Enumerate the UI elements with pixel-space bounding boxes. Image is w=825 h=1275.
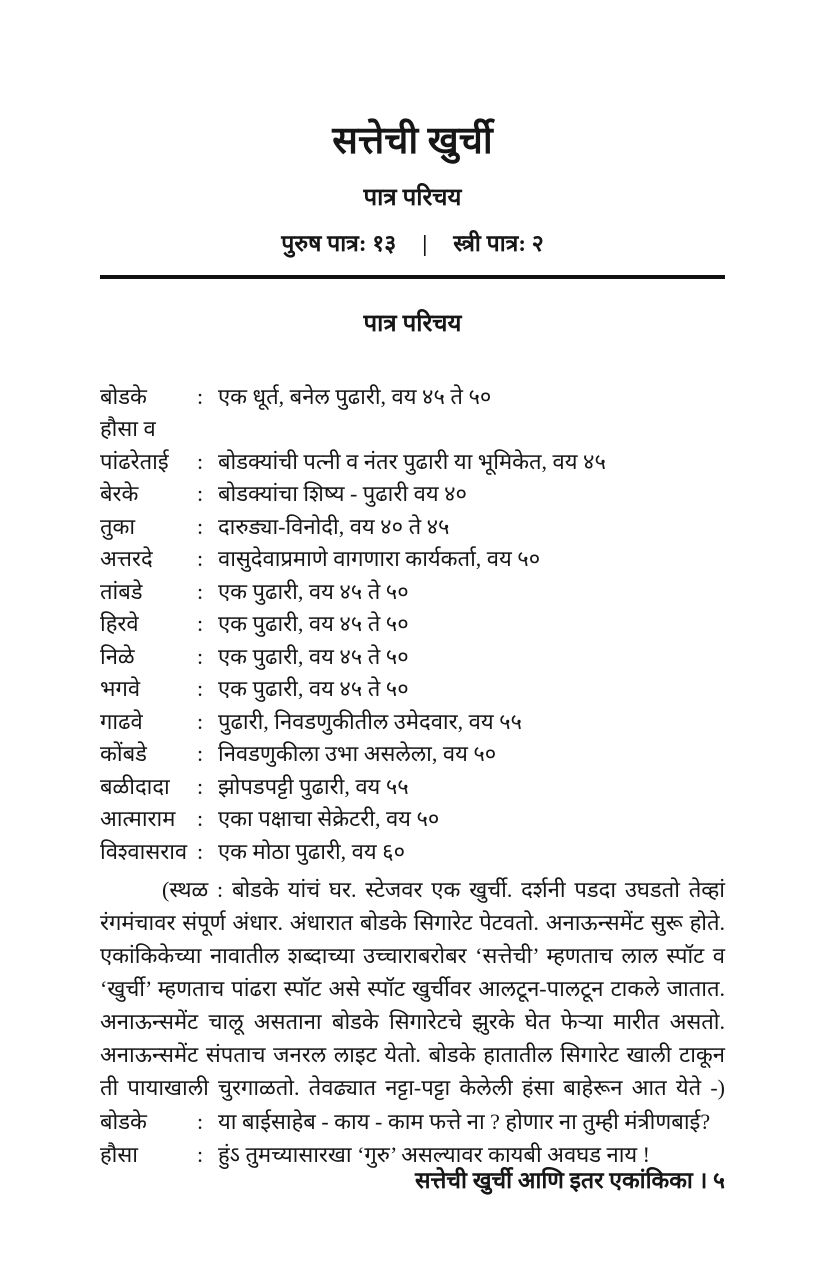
character-description: वासुदेवाप्रमाणे वागणारा कार्यकर्ता, वय ५० (218, 546, 541, 571)
name-colon-separator: : (197, 806, 204, 831)
cast-row (100, 543, 725, 576)
name-colon-separator: : (197, 578, 204, 604)
character-name: बेरके (100, 481, 139, 506)
cast-row (100, 641, 725, 674)
stage-direction-line: अनाऊन्समेंट चालू असताना बोडके सिगारेटचे झुरके घेत फेऱ्या मारीत असतो. (100, 1009, 725, 1034)
cast-row (100, 706, 725, 739)
name-colon-separator: : (197, 513, 204, 539)
character-name: बोडके (100, 383, 147, 409)
character-description: दारुड्या-विनोदी, वय ४० ते ४५ (218, 513, 450, 539)
cast-row (100, 413, 725, 446)
character-name: तांबडे (100, 578, 143, 604)
dialogue-speaker: हौसा (100, 1142, 138, 1167)
cast-list (100, 381, 725, 869)
stage-direction-line: रंगमंचावर संपूर्ण अंधार. अंधारात बोडके सिगारेट पेटवतो. अनाऊन्समेंट सुरू होते. (100, 910, 725, 935)
stage-direction-line: ती पायाखाली चुरगाळतो. तेवढ्यात नट्टा-पट्टा केलेली हंसा बाहेरून आत येते -) (100, 1075, 725, 1100)
cast-row (100, 738, 725, 771)
name-colon-separator: : (197, 741, 204, 766)
name-colon-separator: : (197, 643, 204, 669)
character-name: पांढरेताई (100, 448, 169, 474)
name-colon-separator: : (197, 481, 204, 506)
character-name: आत्माराम (100, 806, 176, 831)
cast-row (100, 576, 725, 609)
character-description: एक पुढारी, वय ४५ ते ५० (218, 578, 409, 604)
cast-row (100, 478, 725, 511)
running-footer: सत्तेची खुर्ची आणि इतर एकांकिका । ५ (414, 1168, 725, 1193)
character-description: बोडक्यांचा शिष्य - पुढारी वय ४० (218, 481, 467, 506)
cast-row (100, 673, 725, 706)
play-title: सत्तेची खुर्ची (332, 120, 493, 162)
stage-direction-line: (स्थळ : बोडके यांचं घर. स्टेजवर एक खुर्ची. दर्शनी पडदा उघडतो तेव्हां (162, 877, 725, 902)
character-description: एक धूर्त, बनेल पुढारी, वय ४५ ते ५० (218, 383, 492, 409)
cast-intro-subtitle: पात्र परिचय (363, 184, 462, 211)
character-description: एक मोठा पुढारी, वय ६० (218, 838, 406, 864)
name-colon-separator: : (197, 838, 204, 864)
character-description: बोडक्यांची पत्नी व नंतर पुढारी या भूमिकेत, वय ४५ (218, 448, 606, 474)
section-heading: पात्र परिचय (363, 310, 462, 337)
character-description: एक पुढारी, वय ४५ ते ५० (218, 676, 409, 701)
cast-counts (100, 226, 725, 258)
name-colon-separator: : (197, 676, 204, 701)
dialogue-text: या बाईसाहेब - काय - काम फत्ते ना ? होणार ना तुम्ही मंत्रीणबाई? (218, 1109, 711, 1134)
character-name: निळे (100, 643, 135, 669)
dialogue-row (100, 1105, 725, 1138)
character-name: भगवे (100, 676, 141, 701)
cast-row (100, 446, 725, 479)
character-name: हिरवे (100, 611, 139, 636)
name-colon-separator: : (197, 448, 204, 474)
name-colon-separator: : (197, 708, 204, 734)
cast-row (100, 771, 725, 804)
stage-direction-line: एकांकिकेच्या नावातील शब्दाच्या उच्चाराबरोबर ‘सत्तेची’ म्हणताच लाल स्पॉट व (100, 943, 725, 968)
speaker-colon-separator: : (197, 1109, 204, 1134)
character-description: एका पक्षाचा सेक्रेटरी, वय ५० (218, 806, 440, 831)
character-name: तुका (100, 513, 136, 539)
character-description: झोपडपट्टी पुढारी, वय ५५ (218, 773, 409, 799)
cast-row (100, 511, 725, 544)
counts-divider: | (422, 230, 428, 256)
dialogue-speaker: बोडके (100, 1109, 147, 1134)
dialogue-list (100, 1105, 725, 1171)
cast-row (100, 381, 725, 414)
name-colon-separator: : (197, 773, 204, 799)
character-name: हौसा व (100, 416, 156, 441)
character-description: पुढारी, निवडणुकीतील उमेदवार, वय ५५ (218, 708, 522, 734)
character-name: कोंबडे (100, 741, 147, 766)
character-name: अत्तरदे (100, 546, 153, 571)
character-name: गाढवे (100, 708, 143, 734)
character-description: एक पुढारी, वय ४५ ते ५० (218, 611, 409, 636)
stage-direction (100, 873, 725, 1104)
cast-row (100, 836, 725, 869)
character-name: बळीदादा (100, 773, 170, 799)
male-cast-count: पुरुष पात्र: १३ (281, 230, 397, 256)
character-description: एक पुढारी, वय ४५ ते ५० (218, 643, 409, 669)
stage-direction-line: ‘खुर्ची’ म्हणताच पांढरा स्पॉट असे स्पॉट खुर्चीवर आलटून-पालटून टाकले जातात. (100, 976, 725, 1001)
name-colon-separator: : (197, 611, 204, 636)
name-colon-separator: : (197, 546, 204, 571)
header-divider-rule (100, 275, 725, 279)
stage-direction-line: अनाऊन्समेंट संपताच जनरल लाइट येतो. बोडके हातातील सिगारेट खाली टाकून (100, 1042, 725, 1067)
speaker-colon-separator: : (197, 1142, 204, 1167)
dialogue-text: हुंऽ तुमच्यासारखा ‘गुरु’ असल्यावर कायबी अवघड नाय ! (218, 1142, 650, 1167)
character-name: विश्वासराव (100, 838, 188, 864)
female-cast-count: स्त्री पात्र: २ (453, 230, 544, 256)
cast-row (100, 803, 725, 836)
name-colon-separator: : (197, 383, 204, 409)
cast-row (100, 608, 725, 641)
character-description: निवडणुकीला उभा असलेला, वय ५० (218, 741, 497, 766)
